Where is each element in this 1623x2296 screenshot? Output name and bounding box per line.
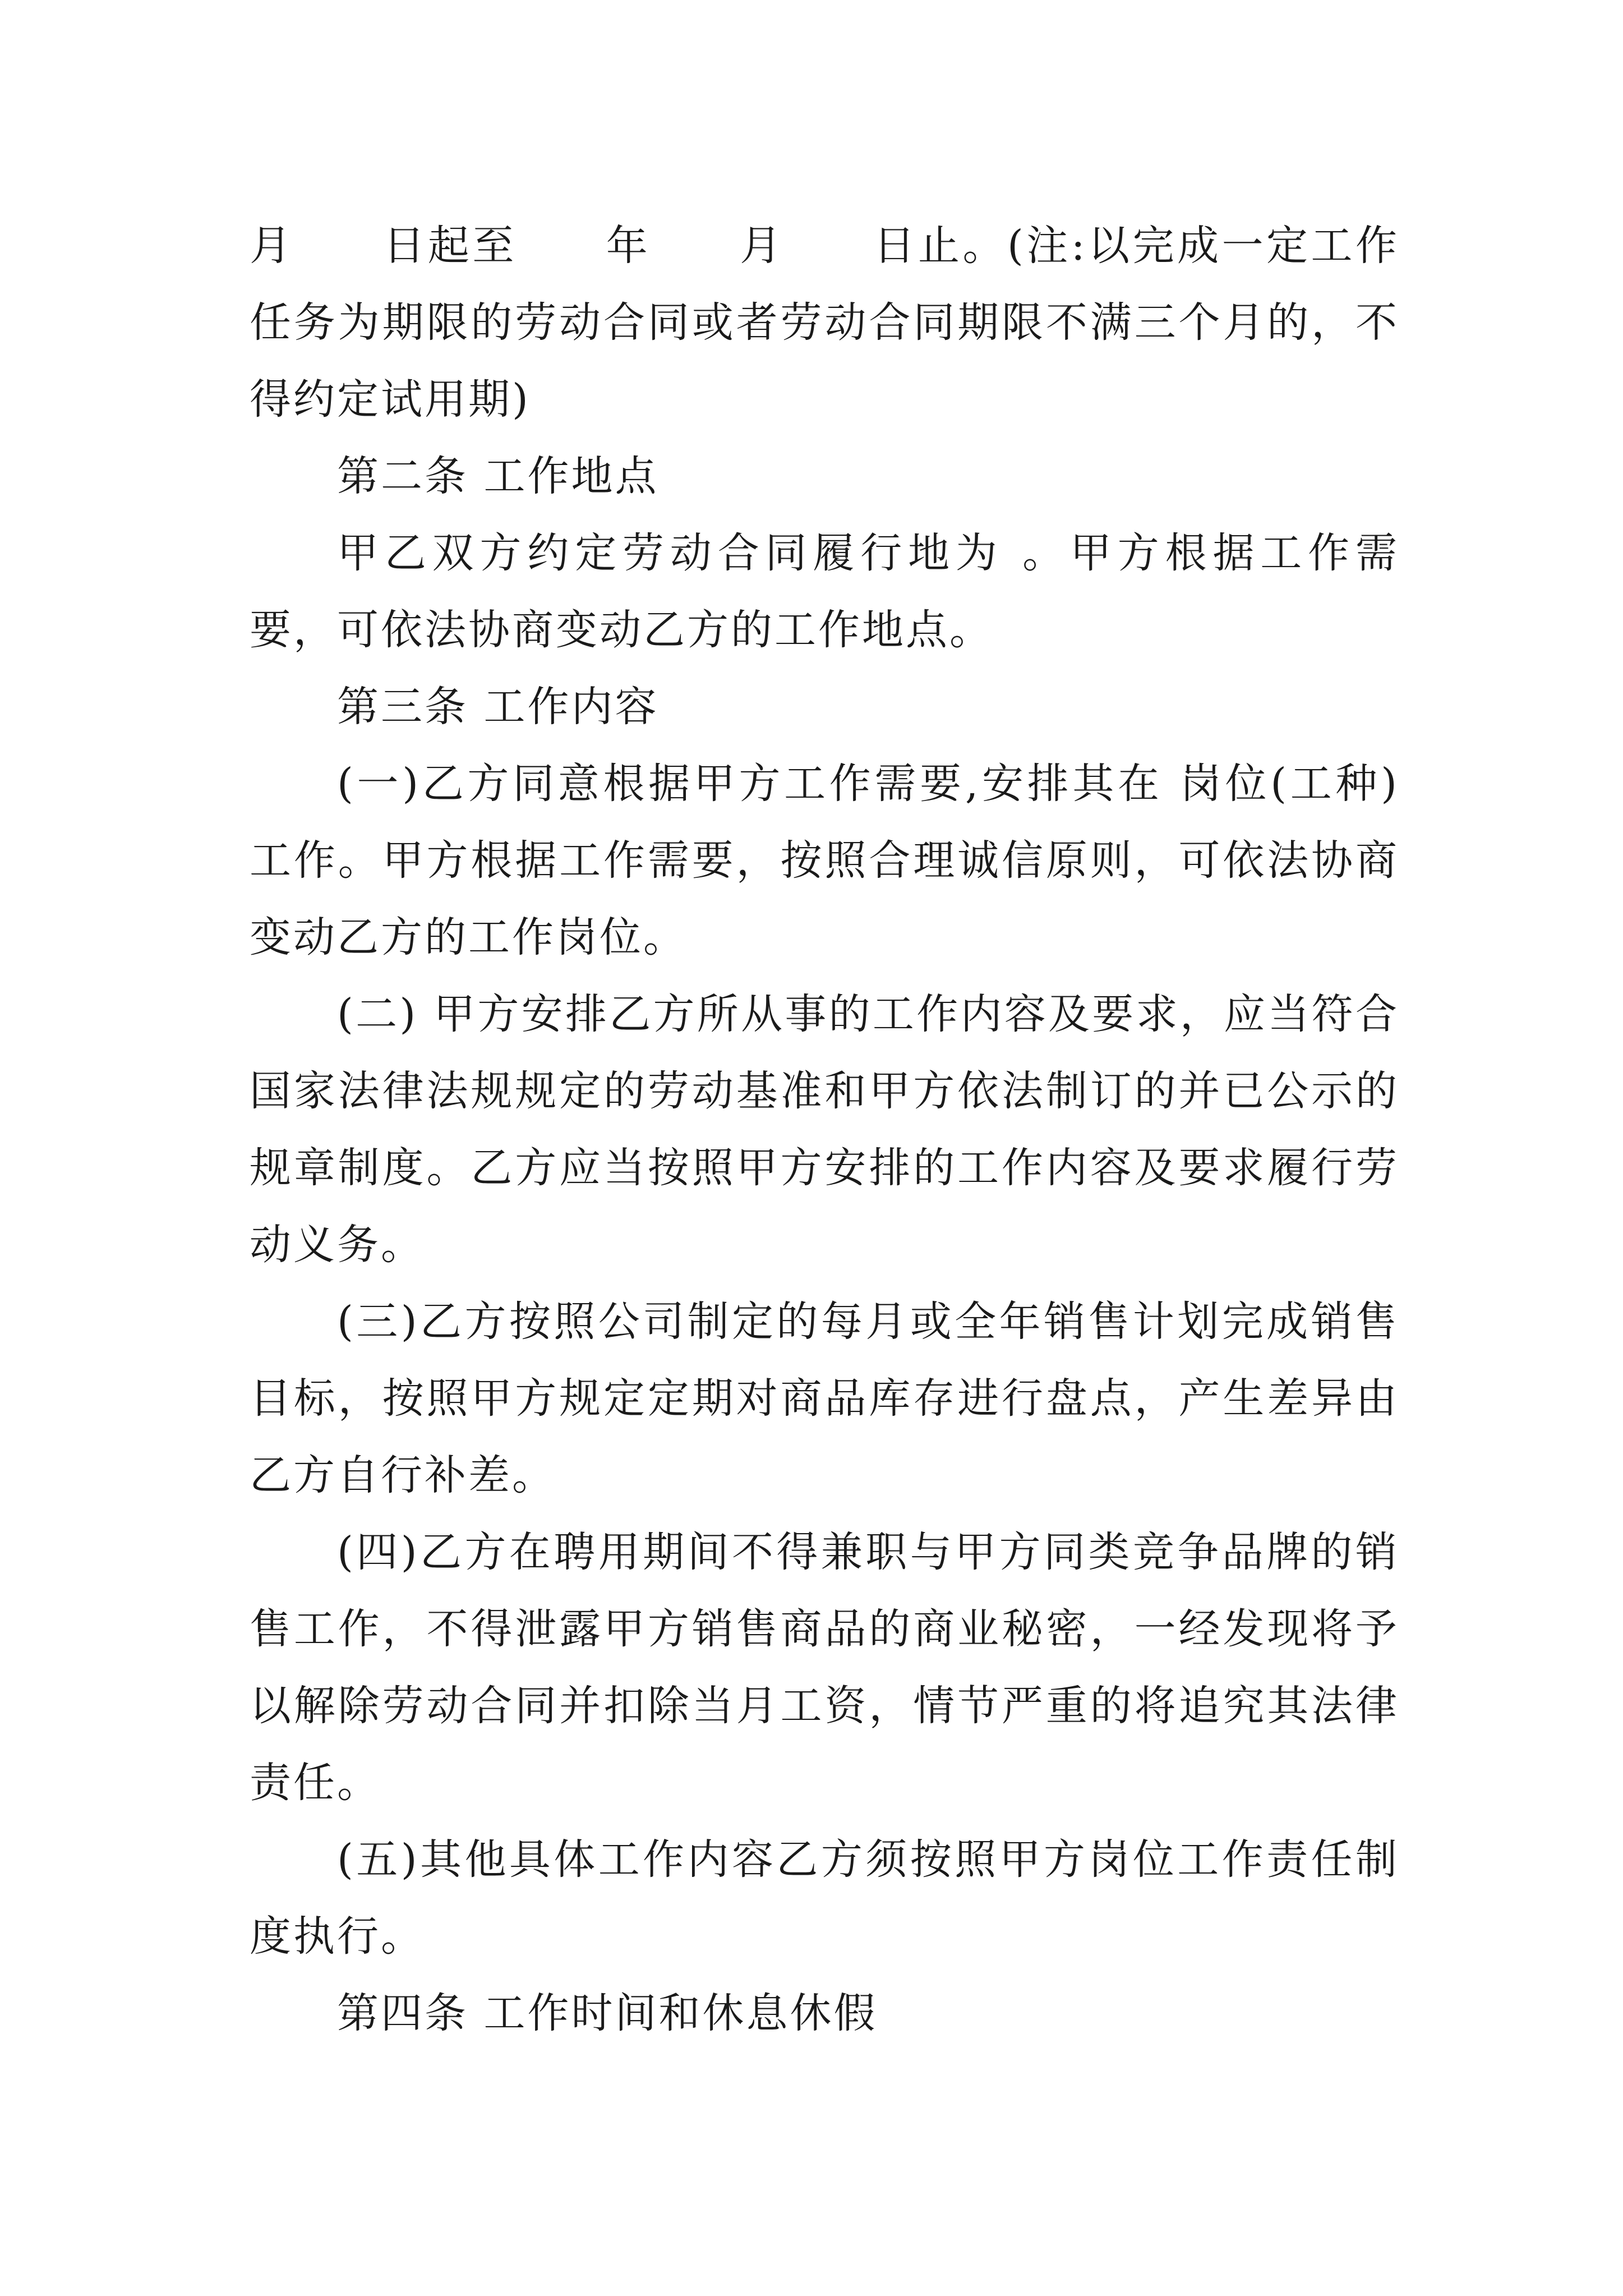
paragraph-work-content-2: (二) 甲方安排乙方所从事的工作内容及要求，应当符合国家法律法规规定的劳动基准和甲方依法制订的并已公示的规章制度。乙方应当按照甲方安排的工作内容及要求履行劳动义务。	[250, 990, 1399, 1269]
document-body	[250, 208, 1399, 2052]
paragraph-work-content-3: (三)乙方按照公司制定的每月或全年销售计划完成销售目标，按照甲方规定定期对商品库存进行盘点，产生差异由乙方自行补差。	[250, 1297, 1399, 1499]
paragraph-work-content-1: (一)乙方同意根据甲方工作需要,安排其在 岗位(工种)工作。甲方根据工作需要，按照合理诚信原则，可依法协商变动乙方的工作岗位。	[250, 760, 1399, 961]
paragraph-work-location: 甲乙双方约定劳动合同履行地为 。甲方根据工作需要，可依法协商变动乙方的工作地点。	[250, 529, 1399, 654]
heading-article-2-work-location: 第二条 工作地点	[337, 452, 659, 500]
paragraph-work-content-4: (四)乙方在聘用期间不得兼职与甲方同类竞争品牌的销售工作，不得泄露甲方销售商品的商业秘密，一经发现将予以解除劳动合同并扣除当月工资，情节严重的将追究其法律责任。	[250, 1528, 1399, 1807]
heading-article-4-working-hours: 第四条 工作时间和休息休假	[337, 1989, 878, 2037]
paragraph-contract-term: 月 日起至 年 月 日止。(注:以完成一定工作任务为期限的劳动合同或者劳动合同期限不满三个月的，不得约定试用期)	[250, 222, 1399, 424]
paragraph-work-content-5: (五)其他具体工作内容乙方须按照甲方岗位工作责任制度执行。	[250, 1835, 1399, 1961]
heading-article-3-work-content: 第三条 工作内容	[337, 683, 659, 731]
